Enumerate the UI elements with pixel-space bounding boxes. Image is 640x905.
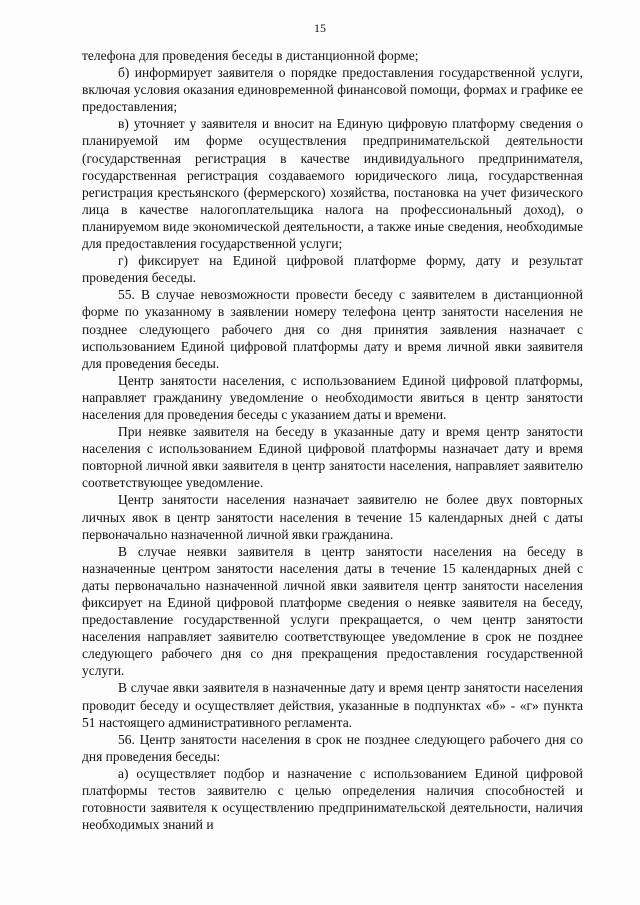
paragraph: Центр занятости населения, с использованием Единой цифровой платформы, направляет гражданину уведомление о необходимости явиться в центр занятости населения для проведения беседы с указанием даты и времени.	[82, 372, 583, 422]
paragraph: При неявке заявителя на беседу в указанные дату и время центр занятости населения с использованием Единой цифровой платформы назначает дату и время повторной личной явки заявителя в центр занятости населения, направляет заявителю соответствующее уведомление.	[82, 424, 583, 491]
paragraph: а) осуществляет подбор и назначение с использованием Единой цифровой платформы тестов заявителю с целью определения наличия способностей и готовности заявителя к осуществлению предпринимательской деятельности, наличия необходимых знаний и	[82, 765, 583, 833]
paragraph: телефона для проведения беседы в дистанционной форме;	[82, 48, 419, 63]
paragraph: г) фиксирует на Единой цифровой платформе форму, дату и результат проведения беседы.	[82, 253, 583, 286]
document-body	[82, 47, 583, 833]
paragraph: в) уточняет у заявителя и вносит на Единую цифровую платформу сведения о планируемой им форме осуществления предпринимательской деятельности (государственная регистрация в качестве индивидуального предпринимателя, государственная регистрация создаваемого юридического лица, государственная регистрация крестьянского (фермерского) хозяйства, постановка на учет физического лица в качестве налогоплательщика налога на профессиональный доход), о планируемом виде экономической деятельности, а также иные сведения, необходимые для предоставления государственной услуги;	[82, 116, 583, 252]
page-number: 15	[314, 21, 326, 35]
paragraph: Центр занятости населения назначает заявителю не более двух повторных личных явок в центр занятости населения в течение 15 календарных дней с даты первоначально назначенной личной явки гражданина.	[82, 492, 583, 542]
paragraph: В случае явки заявителя в назначенные дату и время центр занятости населения проводит беседу и осуществляет действия, указанные в подпунктах «б» - «г» пункта 51 настоящего административного регламента.	[82, 680, 583, 730]
paragraph: б) информирует заявителя о порядке предоставления государственной услуги, включая условия оказания единовременной финансовой помощи, формах и графике ее предоставления;	[82, 65, 583, 115]
paragraph: 55. В случае невозможности провести беседу с заявителем в дистанционной форме по указанному в заявлении номеру телефона центр занятости населения не позднее следующего рабочего дня со дня принятия заявления назначает с использованием Единой цифровой платформы дату и время личной явки заявителя для проведения беседы.	[82, 287, 583, 371]
paragraph: В случае неявки заявителя в центр занятости населения на беседу в назначенные центром занятости населения даты в течение 15 календарных дней с даты первоначально назначенной личной явки заявителя центр занятости населения фиксирует на Единой цифровой платформе сведения о неявке заявителя на беседу, предоставление государственной услуги прекращается, о чем центр занятости населения направляет заявителю соответствующее уведомление в срок не позднее следующего рабочего дня со дня прекращения предоставления государственной услуги.	[82, 543, 583, 679]
paragraph: 56. Центр занятости населения в срок не позднее следующего рабочего дня со дня проведения беседы:	[82, 731, 583, 764]
